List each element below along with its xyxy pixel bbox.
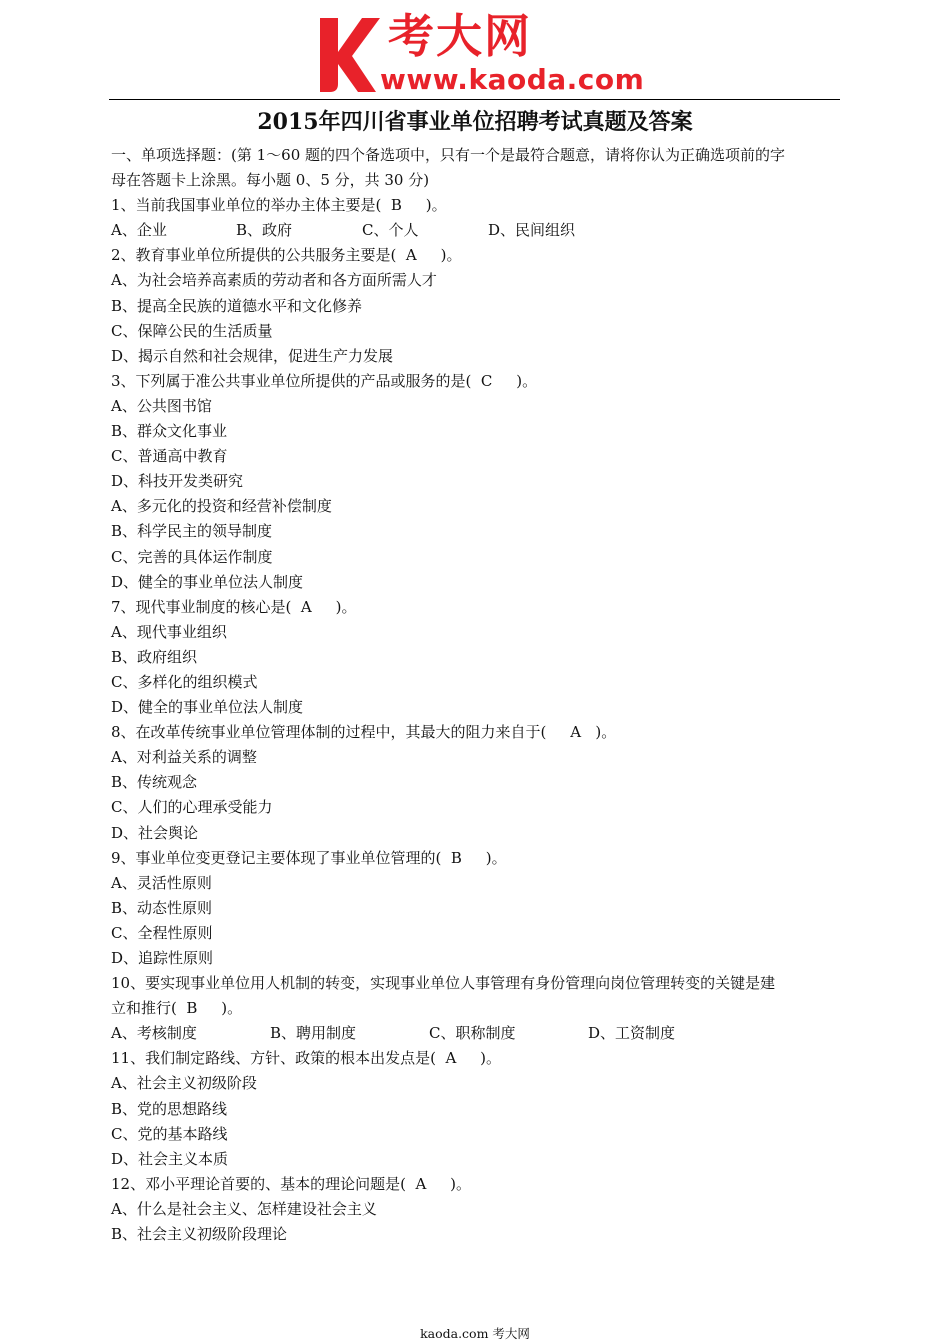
- option: C、个人: [362, 221, 419, 240]
- option: A、多元化的投资和经营补偿制度: [111, 497, 332, 516]
- option: D、民间组织: [488, 221, 576, 240]
- option: C、人们的心理承受能力: [111, 798, 273, 817]
- option: A、企业: [111, 221, 167, 240]
- intro-line: 母在答题卡上涂黑。每小题 0、5 分，共 30 分): [111, 171, 430, 190]
- page-title: 2015年四川省事业单位招聘考试真题及答案: [257, 109, 693, 135]
- option: D、科技开发类研究: [111, 472, 244, 491]
- option-row: [111, 1021, 841, 1046]
- option: C、职称制度: [429, 1024, 516, 1043]
- page-footer: kaoda.com 考大网: [420, 1326, 530, 1341]
- option-row: [111, 218, 841, 243]
- question-stem: 12、邓小平理论首要的、基本的理论问题是( A )。: [111, 1174, 472, 1193]
- option: D、健全的事业单位法人制度: [111, 698, 304, 717]
- option: B、群众文化事业: [111, 422, 228, 441]
- option: A、社会主义初级阶段: [111, 1074, 257, 1093]
- option: B、社会主义初级阶段理论: [111, 1225, 288, 1244]
- kaoda-logo: [318, 8, 645, 98]
- option: C、完善的具体运作制度: [111, 547, 273, 566]
- option: D、揭示自然和社会规律，促进生产力发展: [111, 346, 394, 365]
- option: A、考核制度: [111, 1024, 197, 1043]
- option: D、工资制度: [588, 1024, 676, 1043]
- logo-brand: 考大网: [388, 9, 532, 63]
- option: A、什么是社会主义、怎样建设社会主义: [111, 1199, 377, 1218]
- question-stem: 2、教育事业单位所提供的公共服务主要是( A )。: [111, 246, 462, 265]
- option: B、传统观念: [111, 773, 198, 792]
- option: D、社会主义本质: [111, 1149, 229, 1168]
- question-stem: 10、要实现事业单位用人机制的转变，实现事业单位人事管理有身份管理向岗位管理转变的关键是建: [111, 974, 776, 993]
- option: D、健全的事业单位法人制度: [111, 572, 304, 591]
- exam-body: [111, 143, 841, 1247]
- question-stem: 1、当前我国事业单位的举办主体主要是( B )。: [111, 196, 447, 215]
- option: D、社会舆论: [111, 823, 199, 842]
- option: A、对利益关系的调整: [111, 748, 257, 767]
- question-stem: 9、事业单位变更登记主要体现了事业单位管理的( B )。: [111, 848, 507, 867]
- logo-url: www.kaoda.com: [380, 63, 645, 96]
- option: C、全程性原则: [111, 923, 213, 942]
- option: C、保障公民的生活质量: [111, 321, 273, 340]
- option: C、党的基本路线: [111, 1124, 228, 1143]
- question-stem: 立和推行( B )。: [111, 999, 243, 1018]
- question-stem: 8、在改革传统事业单位管理体制的过程中，其最大的阻力来自于( A )。: [111, 723, 617, 742]
- option: B、政府组织: [111, 647, 198, 666]
- option: B、政府: [236, 221, 293, 240]
- option: B、科学民主的领导制度: [111, 522, 273, 541]
- question-stem: 11、我们制定路线、方针、政策的根本出发点是( A )。: [111, 1049, 502, 1068]
- logo-k-icon: [318, 14, 380, 94]
- option: B、动态性原则: [111, 898, 213, 917]
- question-stem: 7、现代事业制度的核心是( A )。: [111, 597, 357, 616]
- header-rule: [109, 99, 840, 100]
- option: A、公共图书馆: [111, 396, 212, 415]
- option: B、党的思想路线: [111, 1099, 228, 1118]
- intro-line: 一、单项选择题：(第 1～60 题的四个备选项中，只有一个是最符合题意，请将你认为正确选项前的字: [111, 146, 786, 164]
- option: B、聘用制度: [270, 1024, 357, 1043]
- option: A、为社会培养高素质的劳动者和各方面所需人才: [111, 271, 437, 290]
- option: A、灵活性原则: [111, 873, 212, 892]
- option: D、追踪性原则: [111, 949, 214, 967]
- option: A、现代事业组织: [111, 622, 227, 641]
- option: B、提高全民族的道德水平和文化修养: [111, 296, 363, 315]
- option: C、普通高中教育: [111, 447, 228, 466]
- question-stem: 3、下列属于准公共事业单位所提供的产品或服务的是( C )。: [111, 371, 538, 390]
- option: C、多样化的组织模式: [111, 672, 258, 691]
